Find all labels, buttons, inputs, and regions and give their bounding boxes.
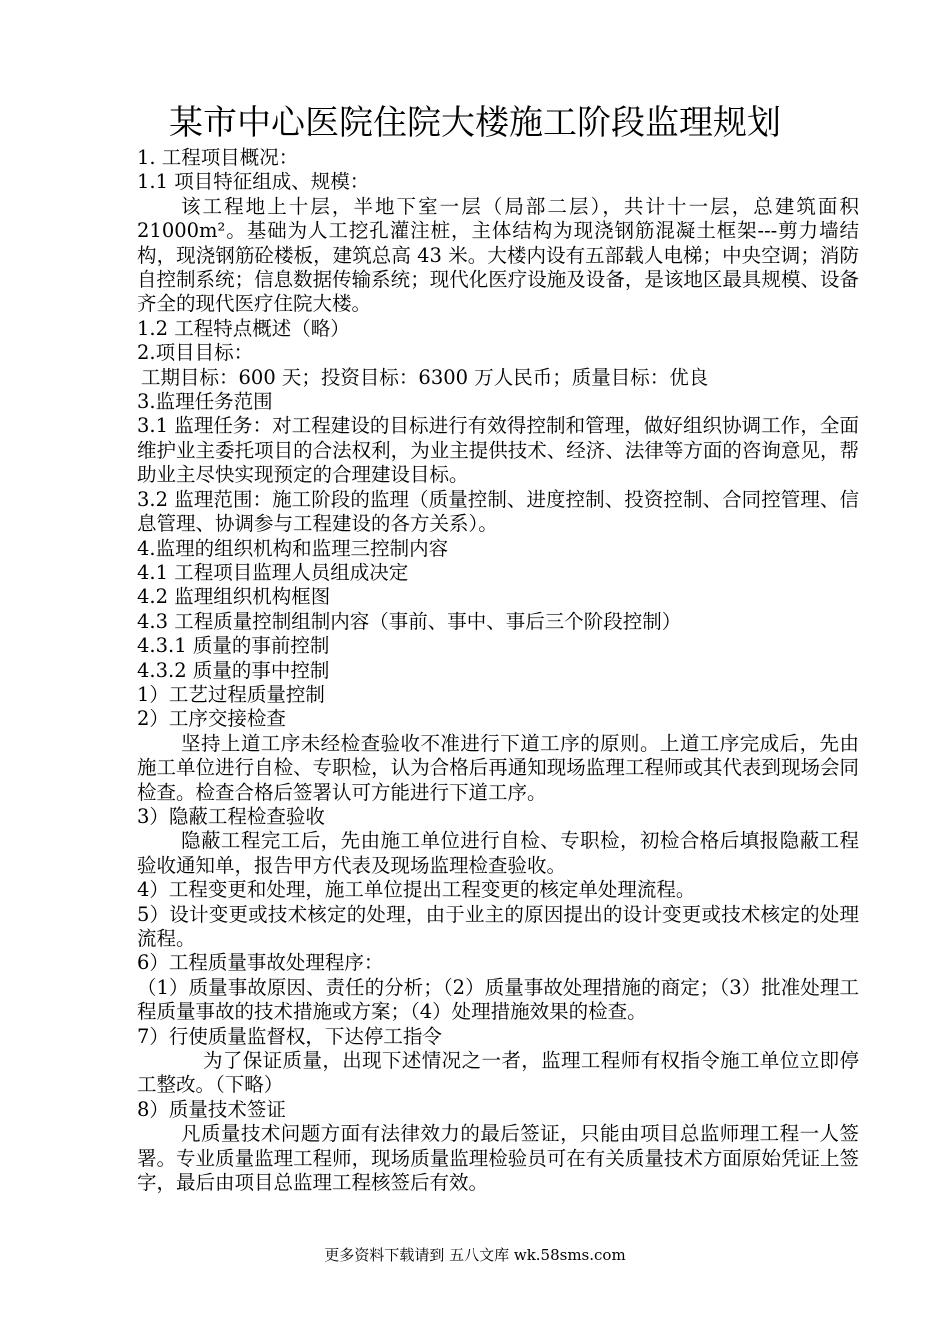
paragraph: 隐蔽工程完工后，先由施工单位进行自检、专职检，初检合格后填报隐蔽工程验收通知单，报告甲方代表及现场监理检查验收。 <box>137 829 859 877</box>
document-title: 某市中心医院住院大楼施工阶段监理规划 <box>169 103 781 143</box>
section-heading: 1.2 工程特点概述（略） <box>137 316 350 340</box>
list-item: 4）工程变更和处理，施工单位提出工程变更的核定单处理流程。 <box>137 878 696 902</box>
section-heading: 4.监理的组织机构和监理三控制内容 <box>137 536 449 560</box>
paragraph: 3.2 监理范围：施工阶段的监理（质量控制、进度控制、投资控制、合同控管理、信息管理、协调参与工程建设的各方关系）。 <box>137 487 859 536</box>
list-item: 7）行使质量监督权，下达停工指令 <box>137 1024 442 1048</box>
list-item: 6）工程质量事故处理程序： <box>137 951 384 975</box>
list-item: 8）质量技术签证 <box>137 1097 286 1121</box>
section-heading: 4.2 监理组织机构框图 <box>137 585 331 609</box>
section-heading: 1. 工程项目概况： <box>137 146 299 169</box>
section-heading: 1.1 项目特征组成、规模： <box>137 170 370 194</box>
paragraph: 3.1 监理任务：对工程建设的目标进行有效得控制和管理，做好组织协调工作，全面维护业主委托项目的合法权利，为业主提供技术、经济、法律等方面的咨询意见，帮助业主尽快实现预定的合理建设目标。 <box>137 414 859 487</box>
paragraph: 为了保证质量，出现下述情况之一者，监理工程师有权指令施工单位立即停工整改。（下略） <box>137 1049 859 1097</box>
list-item: 3）隐蔽工程检查验收 <box>137 804 325 828</box>
list-item: 2）工序交接检查 <box>137 707 286 731</box>
section-heading: 4.3.2 质量的事中控制 <box>137 658 330 682</box>
paragraph: 凡质量技术问题方面有法律效力的最后签证，只能由项目总监师理工程一人签署。专业质量监理工程师，现场质量监理检验员可在有关质量技术方面原始凭证上签字，最后由项目总监理工程核签后有效。 <box>137 1122 859 1195</box>
list-item: 1）工艺过程质量控制 <box>137 682 325 706</box>
list-item: 5）设计变更或技术核定的处理，由于业主的原因提出的设计变更或技术核定的处理流程。 <box>137 902 859 950</box>
section-heading: 3.监理任务范围 <box>137 390 273 414</box>
section-heading: 4.3.1 质量的事前控制 <box>137 634 330 658</box>
section-heading: 4.3 工程质量控制组制内容（事前、事中、事后三个阶段控制） <box>137 609 682 633</box>
document-body <box>137 146 859 1195</box>
paragraph: 该工程地上十层，半地下室一层（局部二层），共计十一层，总建筑面积 21000m²。基础为人工挖孔灌注桩，主体结构为现浇钢筋混凝土框架---剪力墙结构，现浇钢筋砼楼板，建筑总高 43 米。大楼内设有五部载人电梯；中央空调；消防自控制系统；信息数据传输系统；现代化医疗设施及设备，是该地区最具规模、设备齐全的现代医疗住院大楼。 <box>137 194 859 316</box>
paragraph: 坚持上道工序未经检查验收不准进行下道工序的原则。上道工序完成后，先由施工单位进行自检、专职检，认为合格后再通知现场监理工程师或其代表到现场会同检查。检查合格后签署认可方能进行下道工序。 <box>137 731 859 804</box>
paragraph: 工期目标：600 天；投资目标：6300 万人民币；质量目标：优良 <box>141 365 709 389</box>
section-heading: 2.项目目标： <box>137 341 254 365</box>
paragraph: （1）质量事故原因、责任的分析；（2）质量事故处理措施的商定；（3）批准处理工程质量事故的技术措施或方案；（4）处理措施效果的检查。 <box>137 975 859 1024</box>
footer-note: 更多资料下载请到 五八文库 wk.58sms.com <box>324 1246 626 1264</box>
section-heading: 4.1 工程项目监理人员组成决定 <box>137 560 409 584</box>
